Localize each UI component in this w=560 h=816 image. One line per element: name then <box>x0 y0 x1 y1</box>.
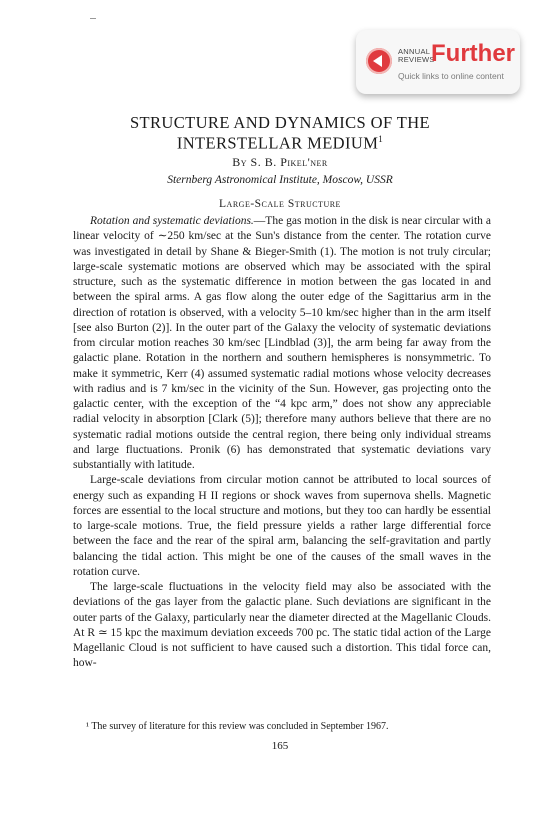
title-line-2-text: INTERSTELLAR MEDIUM <box>176 133 379 153</box>
badge-further-label: Further <box>431 40 515 67</box>
page-number: 165 <box>271 740 289 752</box>
title-line-2 <box>80 131 480 152</box>
paragraph-1 <box>73 214 491 473</box>
annual-reviews-further-badge[interactable] <box>356 30 520 94</box>
footnote: ¹ The survey of literature for this review was concluded in September 1967. <box>86 721 389 732</box>
badge-reviews-label: REVIEWS <box>398 55 435 64</box>
article-title <box>80 114 480 152</box>
corner-mark <box>90 18 96 19</box>
badge-annual-label: ANNUAL <box>398 47 431 56</box>
title-line-1: STRUCTURE AND DYNAMICS OF THE <box>129 113 431 132</box>
author-byline: By S. B. Pikel'ner <box>232 155 328 169</box>
section-heading: Large-Scale Structure <box>219 198 341 210</box>
paragraph-1-text: —The gas motion in the disk is near circular with a linear velocity of ∼250 km/sec at the Sun's distance from the center. The rotation curve was investigated in detail by Shane & Bieger-Smith (1). The motion is not truly circular; large-scale systematic motions are observed which may be associated with the spiral structure, such as the systematic difference in motion between the gas located in and between the spiral arms. A gas flow along the outer edge of the Sagittarius arm in the direction of rotation is observed, with a velocity 5–10 km/sec higher than in the arm itself [see also Burton (2)]. In the outer part of the Galaxy the velocity of systematic deviations from circular motion reaches 30 km/sec [Lindblad (3)], the arm being far away from the galactic plane. Rotation in the northern and southern hemispheres is nonsymmetric. To make it symmetric, Kerr (4) assumed systematic radial motions whose velocity decreases with radius and is 7 km/sec in the vicinity of the Sun. However, gas projecting onto the galactic center, with the exception of the “4 kpc arm,” does not show any appreciable radial velocity in absorption [Clark (5)]; therefore many authors believe that there are no systematic radial motions outside the central region, there being only individual streams and large fluctuations. Pronik (6) has demonstrated that systematic deviations vary substantially with latitude. <box>73 215 491 471</box>
author-affiliation: Sternberg Astronomical Institute, Moscow, USSR <box>167 174 393 186</box>
title-footnote-mark: 1 <box>378 134 384 144</box>
run-in-heading: Rotation and systematic deviations. <box>90 215 254 227</box>
left-arrow-circle-icon <box>366 48 392 74</box>
article-body <box>73 214 491 672</box>
paragraph-2: Large-scale deviations from circular motion cannot be attributed to local sources of energy such as expanding H II regions or shock waves from supernova shells. Magnetic forces are essential to the local structure and motions, but they too can hardly be essential to large-scale motions. True, the field pressure yields a rather large differential force between the face and the rear of the spiral arm, balancing the self-gravitation and partly balancing the tidal action. This might be one of the causes of the small waves in the rotation curve. <box>73 474 491 578</box>
badge-tagline: Quick links to online content <box>398 71 504 81</box>
paragraph-3: The large-scale fluctuations in the velocity field may also be associated with the deviations of the gas layer from the galactic plane. Such deviations are significant in the outer parts of the Galaxy, particularly near the diameter directed at the Magellanic Clouds. At R ≃ 15 kpc the maximum deviation exceeds 700 pc. The static tidal action of the Large Magellanic Cloud is not sufficient to have caused such a distortion. This tidal force can, how- <box>73 581 491 670</box>
